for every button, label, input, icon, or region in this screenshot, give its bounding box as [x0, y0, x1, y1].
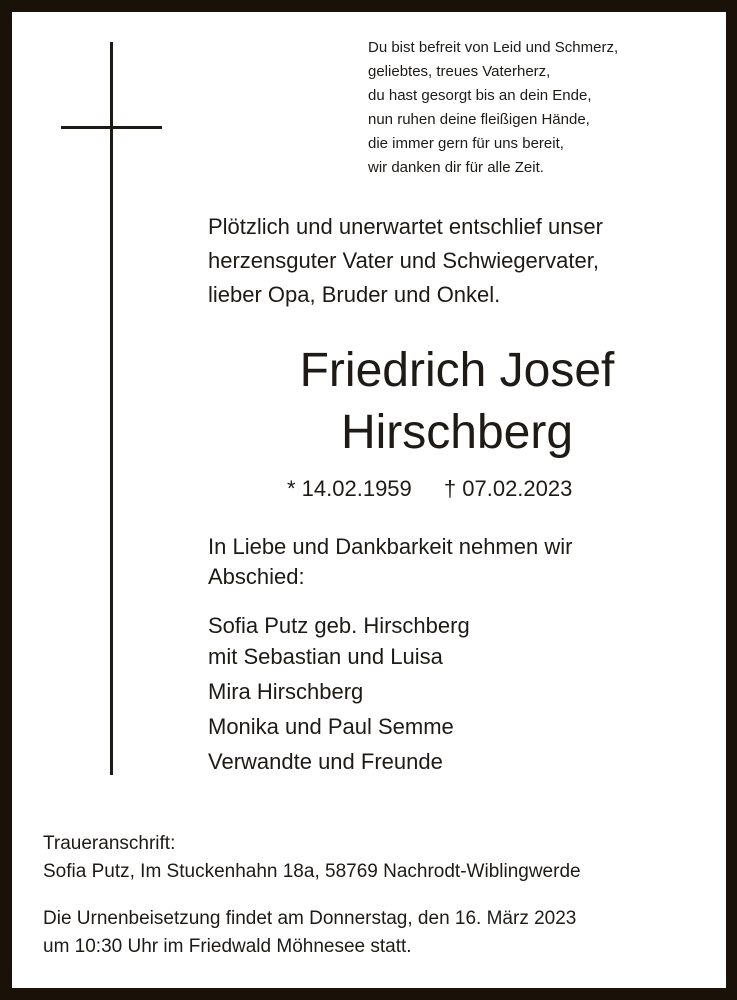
birth-date: * 14.02.1959	[287, 476, 412, 501]
cross-icon	[110, 42, 113, 775]
mourner: Verwandte und Freunde	[208, 749, 443, 774]
life-dates	[287, 474, 572, 504]
poem-line: du hast gesorgt bis an dein Ende,	[368, 87, 592, 104]
cross-icon-bar	[61, 126, 162, 129]
mourning-address	[43, 830, 581, 886]
poem-line: wir danken dir für alle Zeit.	[368, 159, 544, 176]
address-label: Traueranschrift:	[43, 833, 176, 854]
mourner: mit Sebastian und Luisa	[208, 644, 443, 669]
deceased-name	[172, 340, 737, 464]
address-line: Sofia Putz, Im Stuckenhahn 18a, 58769 Nachrodt-Wiblingwerde	[43, 861, 581, 882]
poem-line: nun ruhen deine fleißigen Hände,	[368, 111, 590, 128]
farewell-line: In Liebe und Dankbarkeit nehmen wir	[208, 534, 573, 559]
farewell-line: Abschied:	[208, 564, 305, 589]
burial-notice	[43, 905, 576, 961]
deceased-first-names: Friedrich Josef	[299, 344, 615, 397]
poem-line: die immer gern für uns bereit,	[368, 135, 564, 152]
farewell-text	[208, 532, 572, 592]
mourner: Mira Hirschberg	[208, 679, 364, 704]
intro-line: Plötzlich und unerwartet entschlief unser	[208, 214, 603, 239]
death-date: † 07.02.2023	[443, 476, 573, 501]
mourner: Monika und Paul Semme	[208, 714, 454, 739]
intro-line: lieber Opa, Bruder und Onkel.	[208, 282, 501, 307]
burial-line: Die Urnenbeisetzung findet am Donnerstag, den 16. März 2023	[43, 908, 577, 929]
intro-text	[208, 210, 603, 312]
mourner: Sofia Putz geb. Hirschberg	[208, 613, 470, 638]
intro-line: herzensguter Vater und Schwiegervater,	[208, 248, 599, 273]
poem	[368, 36, 618, 180]
poem-line: geliebtes, treues Vaterherz,	[368, 63, 551, 80]
mourners-list	[208, 610, 470, 777]
obituary-card	[12, 12, 726, 988]
deceased-surname: Hirschberg	[340, 406, 574, 459]
poem-line: Du bist befreit von Leid und Schmerz,	[368, 39, 619, 56]
burial-line: um 10:30 Uhr im Friedwald Möhnesee statt.	[43, 936, 412, 957]
